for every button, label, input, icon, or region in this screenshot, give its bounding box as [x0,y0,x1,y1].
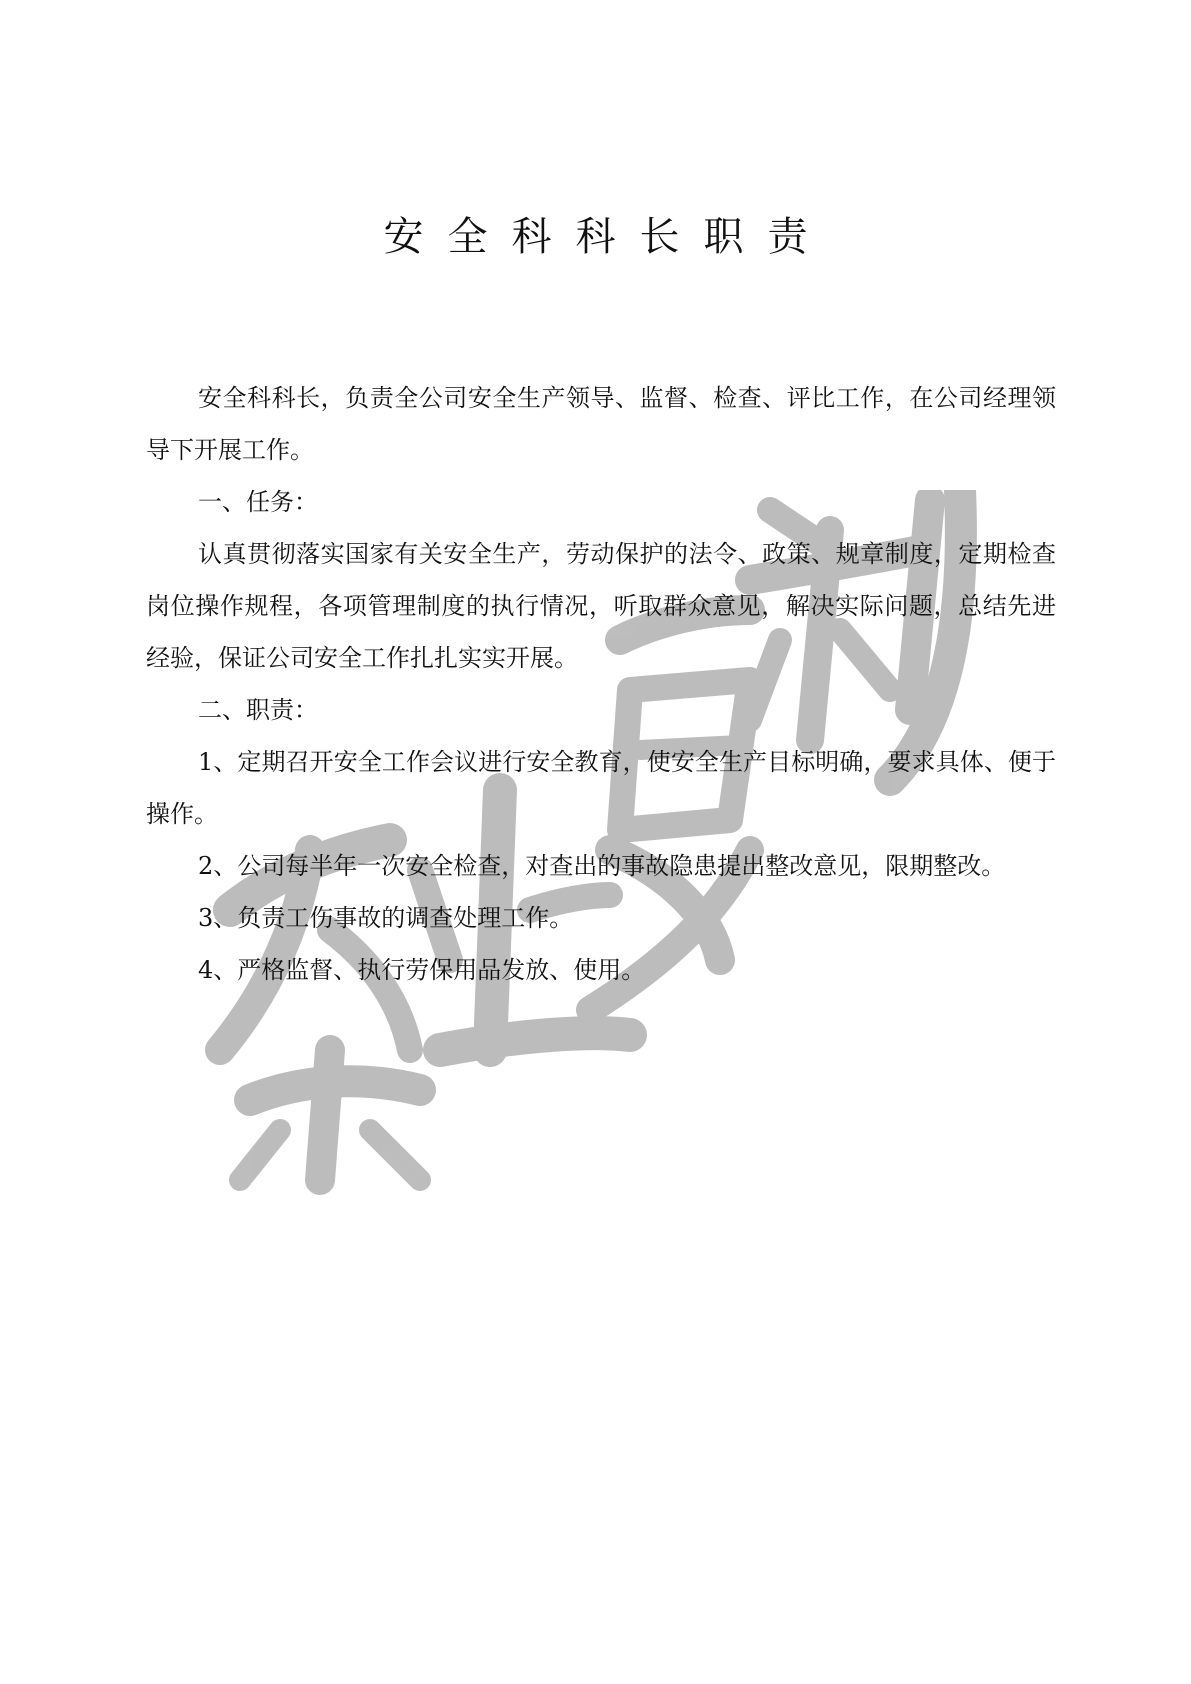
duty-item-3: 3、负责工伤事故的调查处理工作。 [198,904,574,932]
duty-item-1: 1、定期召开安全工作会议进行安全教育，使安全生产目标明确，要求具体、便于操作。 [146,748,1056,828]
duty-item-2: 2、公司每半年一次安全检查，对查出的事故隐患提出整改意见，限期整改。 [198,852,1006,880]
document-title: 安全科科长职责 [383,214,832,260]
heading-tasks: 一、任务： [198,488,318,516]
paragraph-intro: 安全科科长，负责全公司安全生产领导、监督、检查、评比工作，在公司经理领导下开展工作。 [146,384,1056,464]
heading-duties: 二、职责： [198,696,318,724]
paragraph-tasks: 认真贯彻落实国家有关安全生产，劳动保护的法令、政策、规章制度，定期检查岗位操作规程，各项管理制度的执行情况，听取群众意见，解决实际问题，总结先进经验，保证公司安全工作扎扎实实开展。 [146,540,1056,672]
document-body [146,372,1056,996]
duty-item-4: 4、严格监督、执行劳保用品发放、使用。 [198,956,646,984]
